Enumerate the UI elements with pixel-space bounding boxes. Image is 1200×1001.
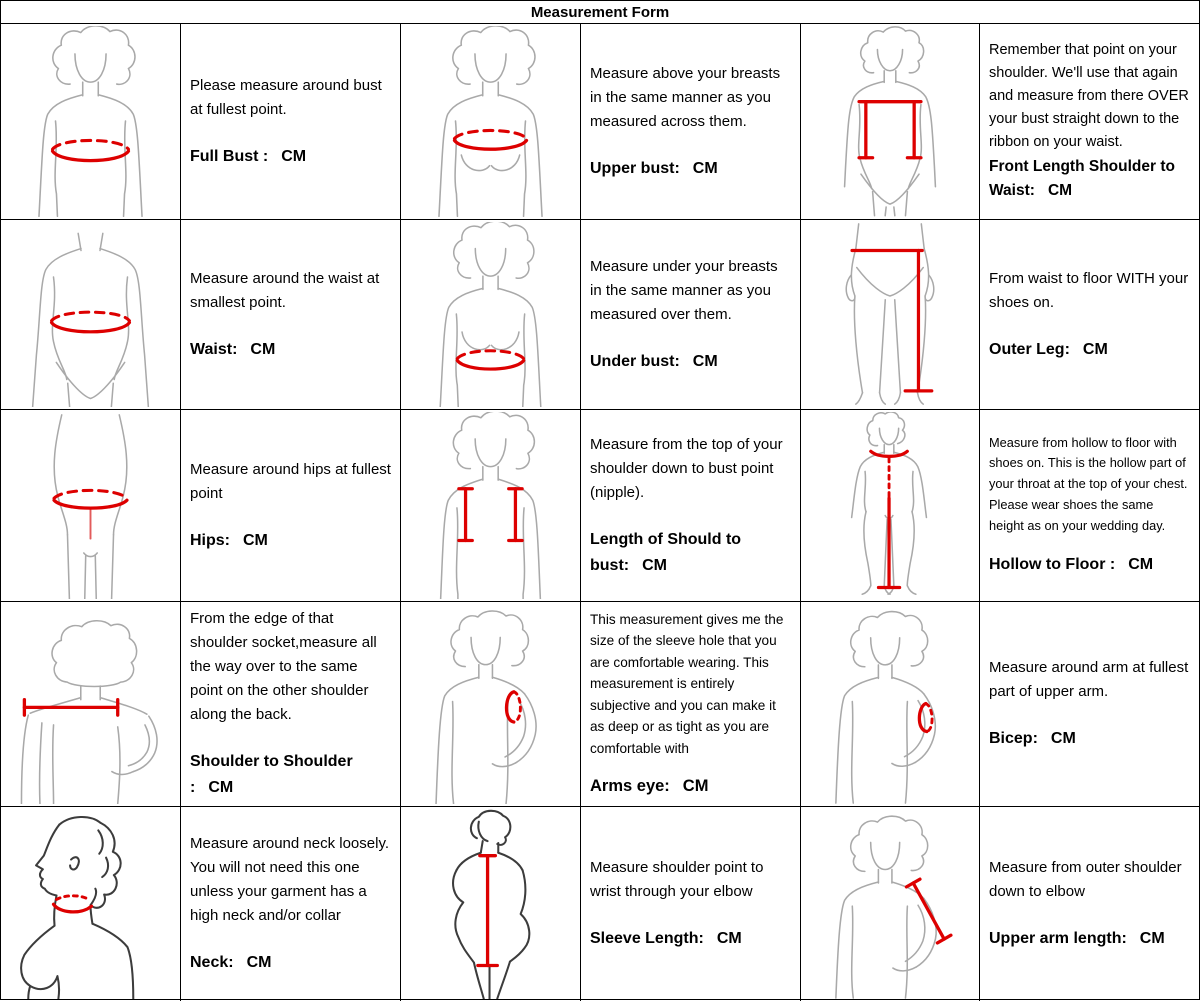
measure-unit: CM	[246, 953, 272, 971]
measure-unit: CM	[682, 777, 709, 796]
outer-leg-illustration	[803, 222, 977, 407]
hips-illustration	[3, 412, 178, 599]
measure-description: Measure around the waist at smallest point.	[190, 269, 380, 311]
measure-label	[989, 926, 1190, 952]
front-length-illustration	[803, 26, 977, 217]
arms-eye-instructions	[581, 602, 801, 807]
measure-description: Measure from outer shoulder down to elbow	[989, 858, 1182, 900]
measure-description: Measure from the top of your shoulder down to bust point (nipple).	[590, 435, 783, 501]
measure-name: Waist:	[190, 340, 238, 358]
shoulder-to-shoulder-illustration	[3, 604, 178, 804]
measure-unit: CM	[692, 352, 718, 370]
measure-name: Front Length Shoulder to Waist:	[989, 157, 1175, 200]
measure-description: Please measure around bust at fullest point.	[190, 76, 382, 118]
measure-label	[590, 527, 791, 578]
measure-name: Under bust:	[590, 352, 680, 370]
measure-name: Outer Leg:	[989, 340, 1070, 358]
measure-description: Measure under your breasts in the same manner as you measured over them.	[590, 257, 778, 323]
sleeve-length-figure	[401, 807, 581, 1001]
measure-name: Length of Should to bust:	[590, 530, 742, 574]
measure-unit: CM	[692, 159, 718, 177]
waist-instructions	[181, 220, 401, 410]
measure-label	[590, 156, 791, 182]
measure-name: Arms eye:	[590, 777, 670, 796]
measure-name: Sleeve Length:	[590, 929, 704, 947]
measure-label	[190, 528, 391, 554]
measure-unit: CM	[250, 340, 276, 358]
measure-description: Measure above your breasts in the same manner as you measured across them.	[590, 64, 781, 130]
sleeve-length-illustration	[403, 809, 578, 999]
measure-description: This measurement gives me the size of the sleeve hole that you are comfortable wearing. This measurement is entirely subjective and you can make it as deep or as tight as you are comfortable with	[590, 611, 784, 756]
neck-instructions	[181, 807, 401, 1001]
measure-unit: CM	[243, 531, 268, 549]
measure-label	[590, 926, 791, 952]
measure-description: Measure around neck loosely. You will not need this one unless your garment has a high neck and/or collar	[190, 834, 389, 924]
measure-description: Measure around hips at fullest point	[190, 460, 391, 502]
full-bust-illustration	[3, 26, 178, 217]
measure-name: Hollow to Floor :	[989, 556, 1116, 574]
neck-figure	[1, 807, 181, 1001]
hollow-to-floor-instructions	[980, 410, 1199, 602]
measure-description: From the edge of that shoulder socket,measure all the way over to the same point on the other shoulder along the back.	[190, 610, 377, 724]
measure-name: Upper arm length:	[989, 929, 1127, 947]
under-bust-figure	[401, 220, 581, 410]
measure-unit: CM	[208, 779, 234, 796]
measure-label	[590, 773, 791, 799]
full-bust-instructions	[181, 24, 401, 220]
arms-eye-illustration	[403, 604, 578, 804]
arms-eye-figure	[401, 602, 581, 807]
measure-name: Shoulder to Shoulder :	[190, 753, 353, 796]
measure-unit: CM	[716, 929, 742, 947]
shoulder-to-shoulder-figure	[1, 602, 181, 807]
measure-unit: CM	[642, 556, 667, 574]
waist-figure	[1, 220, 181, 410]
measure-description: Remember that point on your shoulder. We'll use that again and measure from there OVER your bust straight down to the ribbon on your waist.	[989, 41, 1189, 151]
measure-label	[590, 349, 791, 375]
upper-arm-length-instructions	[980, 807, 1199, 1001]
measure-label	[190, 749, 391, 800]
measure-label	[989, 337, 1190, 363]
full-bust-figure	[1, 24, 181, 220]
front-length-instructions	[980, 24, 1199, 220]
measure-name: Bicep:	[989, 730, 1038, 748]
waist-illustration	[3, 222, 178, 407]
measure-label	[190, 144, 391, 170]
measure-description: Measure from hollow to floor with shoes on. This is the hollow part of your throat at the top of your chest. Please wear shoes the same height as on your wedding day.	[989, 434, 1188, 533]
outer-leg-figure	[801, 220, 980, 410]
sleeve-length-instructions	[581, 807, 801, 1001]
hollow-to-floor-illustration	[803, 412, 977, 599]
outer-leg-instructions	[980, 220, 1199, 410]
front-length-figure	[801, 24, 980, 220]
measure-description: Measure around arm at fullest part of upper arm.	[989, 659, 1189, 701]
measure-label	[190, 950, 391, 976]
upper-arm-length-illustration	[803, 809, 977, 999]
under-bust-illustration	[403, 222, 578, 407]
measurement-grid	[1, 24, 1199, 1001]
shoulder-to-bust-instructions	[581, 410, 801, 602]
measure-description: Measure shoulder point to wrist through your elbow	[590, 858, 764, 900]
measure-unit: CM	[1047, 182, 1073, 200]
measure-unit: CM	[1139, 929, 1165, 947]
hollow-to-floor-figure	[801, 410, 980, 602]
bicep-illustration	[803, 604, 977, 804]
shoulder-to-shoulder-instructions	[181, 602, 401, 807]
measure-name: Upper bust:	[590, 159, 680, 177]
upper-bust-figure	[401, 24, 581, 220]
measure-unit: CM	[281, 147, 307, 165]
hips-instructions	[181, 410, 401, 602]
measure-name: Hips:	[190, 531, 230, 549]
bicep-instructions	[980, 602, 1199, 807]
measure-label	[989, 552, 1190, 578]
measure-label	[989, 155, 1190, 205]
hips-figure	[1, 410, 181, 602]
shoulder-to-bust-illustration	[403, 412, 578, 599]
upper-arm-length-figure	[801, 807, 980, 1001]
shoulder-to-bust-figure	[401, 410, 581, 602]
measure-unit: CM	[1128, 556, 1154, 574]
measure-unit: CM	[1050, 730, 1076, 748]
upper-bust-instructions	[581, 24, 801, 220]
under-bust-instructions	[581, 220, 801, 410]
measure-label	[989, 726, 1190, 752]
measure-label	[190, 337, 391, 363]
form-title: Measurement Form	[1, 1, 1199, 24]
measure-name: Full Bust :	[190, 147, 269, 165]
measure-name: Neck:	[190, 953, 234, 971]
bicep-figure	[801, 602, 980, 807]
measure-unit: CM	[1082, 340, 1108, 358]
upper-bust-illustration	[403, 26, 578, 217]
measure-description: From waist to floor WITH your shoes on.	[989, 269, 1189, 311]
neck-illustration	[3, 809, 178, 999]
